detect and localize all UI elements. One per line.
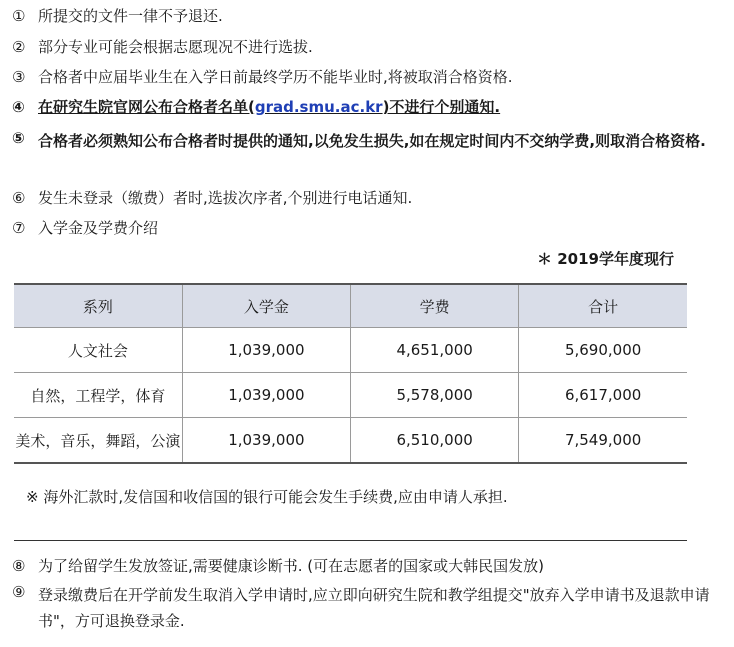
column-header: 合计	[519, 284, 687, 328]
table-cell: 美术，音乐，舞蹈，公演	[14, 418, 182, 464]
notice-item-8	[12, 556, 726, 576]
table-row	[14, 418, 687, 464]
bank-fee-remark: ※ 海外汇款时,发信国和收信国的银行可能会发生手续费,应由申请人承担.	[26, 488, 508, 506]
table-cell: 1,039,000	[182, 328, 350, 373]
table-row	[14, 373, 687, 418]
column-header: 入学金	[182, 284, 350, 328]
item-text-after: )不进行个别通知.	[382, 98, 501, 116]
item-text	[38, 98, 500, 116]
item-text: 入学金及学费介绍	[38, 219, 159, 237]
table-cell: 人文社会	[14, 328, 182, 373]
item-text: 为了给留学生发放签证,需要健康诊断书. (可在志愿者的国家或大韩民国发放)	[38, 557, 545, 575]
item-number: ①	[12, 7, 26, 25]
notice-item-4	[12, 97, 726, 117]
table-cell: 6,510,000	[351, 418, 519, 464]
year-note: ＊ 2019学年度现行	[537, 250, 674, 268]
item-text: 合格者中应届毕业生在入学日前最终学历不能毕业时,将被取消合格资格.	[38, 68, 513, 86]
notice-item-3	[12, 67, 726, 87]
item-text: 所提交的文件一律不予退还.	[38, 7, 223, 25]
divider	[14, 540, 687, 541]
item-number: ⑨	[12, 583, 26, 601]
fee-table	[14, 283, 687, 464]
table-header-row	[14, 284, 687, 328]
notice-item-6	[12, 188, 726, 208]
table-cell: 5,690,000	[519, 328, 687, 373]
item-number: ②	[12, 38, 26, 56]
item-number: ⑧	[12, 557, 26, 575]
item-number: ⑥	[12, 189, 26, 207]
table-cell: 1,039,000	[182, 418, 350, 464]
table-cell: 7,549,000	[519, 418, 687, 464]
table-cell: 4,651,000	[351, 328, 519, 373]
admission-results-link[interactable]: grad.smu.ac.kr	[254, 98, 383, 116]
column-header: 系列	[14, 284, 182, 328]
table-cell: 1,039,000	[182, 373, 350, 418]
item-text: 发生未登录（缴费）者时,选拔次序者,个别进行电话通知.	[38, 189, 413, 207]
item-text: 登录缴费后在开学前发生取消入学申请时,应立即向研究生院和教学组提交"放弃入学申请书及退款申请书"，方可退换登录金.	[38, 586, 710, 630]
column-header: 学费	[351, 284, 519, 328]
notice-item-1	[12, 6, 726, 26]
table-cell: 5,578,000	[351, 373, 519, 418]
notice-item-5	[12, 128, 726, 154]
table-cell: 自然，工程学，体育	[14, 373, 182, 418]
table-cell: 6,617,000	[519, 373, 687, 418]
item-number: ⑤	[12, 129, 25, 147]
notice-item-7	[12, 218, 726, 238]
item-text: 部分专业可能会根据志愿现况不进行选拔.	[38, 38, 313, 56]
item-number: ③	[12, 68, 26, 86]
notice-item-9	[12, 582, 726, 634]
item-text: 合格者必须熟知公布合格者时提供的通知,以免发生损失,如在规定时间内不交纳学费,则取消合格资格.	[38, 132, 706, 150]
item-number: ④	[12, 98, 25, 116]
item-text-before: 在研究生院官网公布合格者名单(	[38, 98, 255, 116]
item-number: ⑦	[12, 219, 26, 237]
notice-item-2	[12, 37, 726, 57]
table-row	[14, 328, 687, 373]
